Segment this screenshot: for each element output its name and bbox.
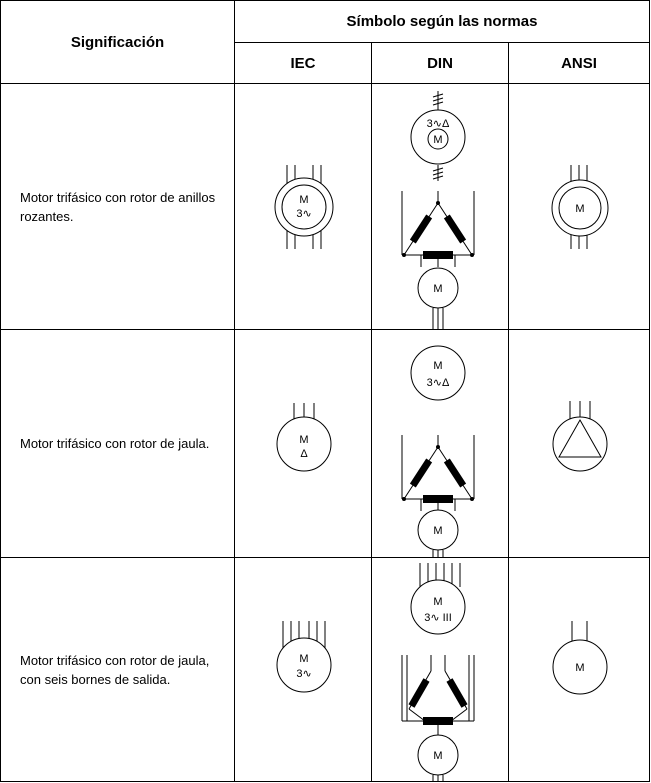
ansi-symbol-cell xyxy=(509,558,650,782)
ansi-motor-letter: M xyxy=(574,202,585,215)
din-slip-ring-motor-symbol xyxy=(373,85,508,329)
iec-symbol-cell xyxy=(235,330,372,558)
din-six-terminal-motor-symbol xyxy=(373,559,508,781)
row-description: Motor trifásico con rotor de jaula. xyxy=(1,330,235,558)
iec-slip-ring-motor-symbol xyxy=(236,85,371,329)
din-lower-motor-letter: M xyxy=(432,749,443,762)
iec-connection-label: Δ xyxy=(299,447,308,460)
iec-symbol-cell xyxy=(235,558,372,782)
din-symbol-cell xyxy=(372,558,509,782)
ansi-six-terminal-motor-symbol xyxy=(510,559,649,781)
iec-phase-label: 3∿ xyxy=(295,667,312,680)
din-phase-label: 3∿ III xyxy=(423,611,452,624)
header-symbol-group: Símbolo según las normas xyxy=(235,1,650,43)
table-row xyxy=(1,330,650,558)
din-phase-label: 3∿Δ xyxy=(426,376,449,389)
iec-motor-letter: M xyxy=(298,193,309,206)
iec-phase-label: 3∿ xyxy=(295,207,312,220)
ansi-motor-letter: M xyxy=(574,661,585,674)
iec-cage-motor-symbol xyxy=(236,331,371,557)
iec-symbol-cell xyxy=(235,84,372,330)
row-description: Motor trifásico con rotor de anillos rozantes. xyxy=(1,84,235,330)
din-phase-label: 3∿Δ xyxy=(426,117,449,130)
header-ansi: ANSI xyxy=(509,43,650,84)
row-description: Motor trifásico con rotor de jaula, con seis bornes de salida. xyxy=(1,558,235,782)
header-din: DIN xyxy=(372,43,509,84)
din-lower-motor-letter: M xyxy=(432,282,443,295)
din-lower-motor-letter: M xyxy=(432,524,443,537)
iec-six-terminal-motor-symbol xyxy=(236,559,371,781)
table-row xyxy=(1,84,650,330)
din-cage-motor-symbol xyxy=(373,331,508,557)
iec-motor-letter: M xyxy=(298,433,309,446)
ansi-symbol-cell xyxy=(509,330,650,558)
header-meaning: Significación xyxy=(1,1,235,84)
header-iec: IEC xyxy=(235,43,372,84)
din-symbol-cell xyxy=(372,330,509,558)
ansi-slip-ring-motor-symbol xyxy=(510,85,649,329)
ansi-cage-motor-symbol xyxy=(510,331,649,557)
ansi-symbol-cell xyxy=(509,84,650,330)
table-row xyxy=(1,558,650,782)
din-symbol-cell xyxy=(372,84,509,330)
din-motor-letter: M xyxy=(432,359,443,372)
iec-motor-letter: M xyxy=(298,652,309,665)
din-motor-letter: M xyxy=(432,595,443,608)
din-motor-letter: M xyxy=(432,133,443,146)
